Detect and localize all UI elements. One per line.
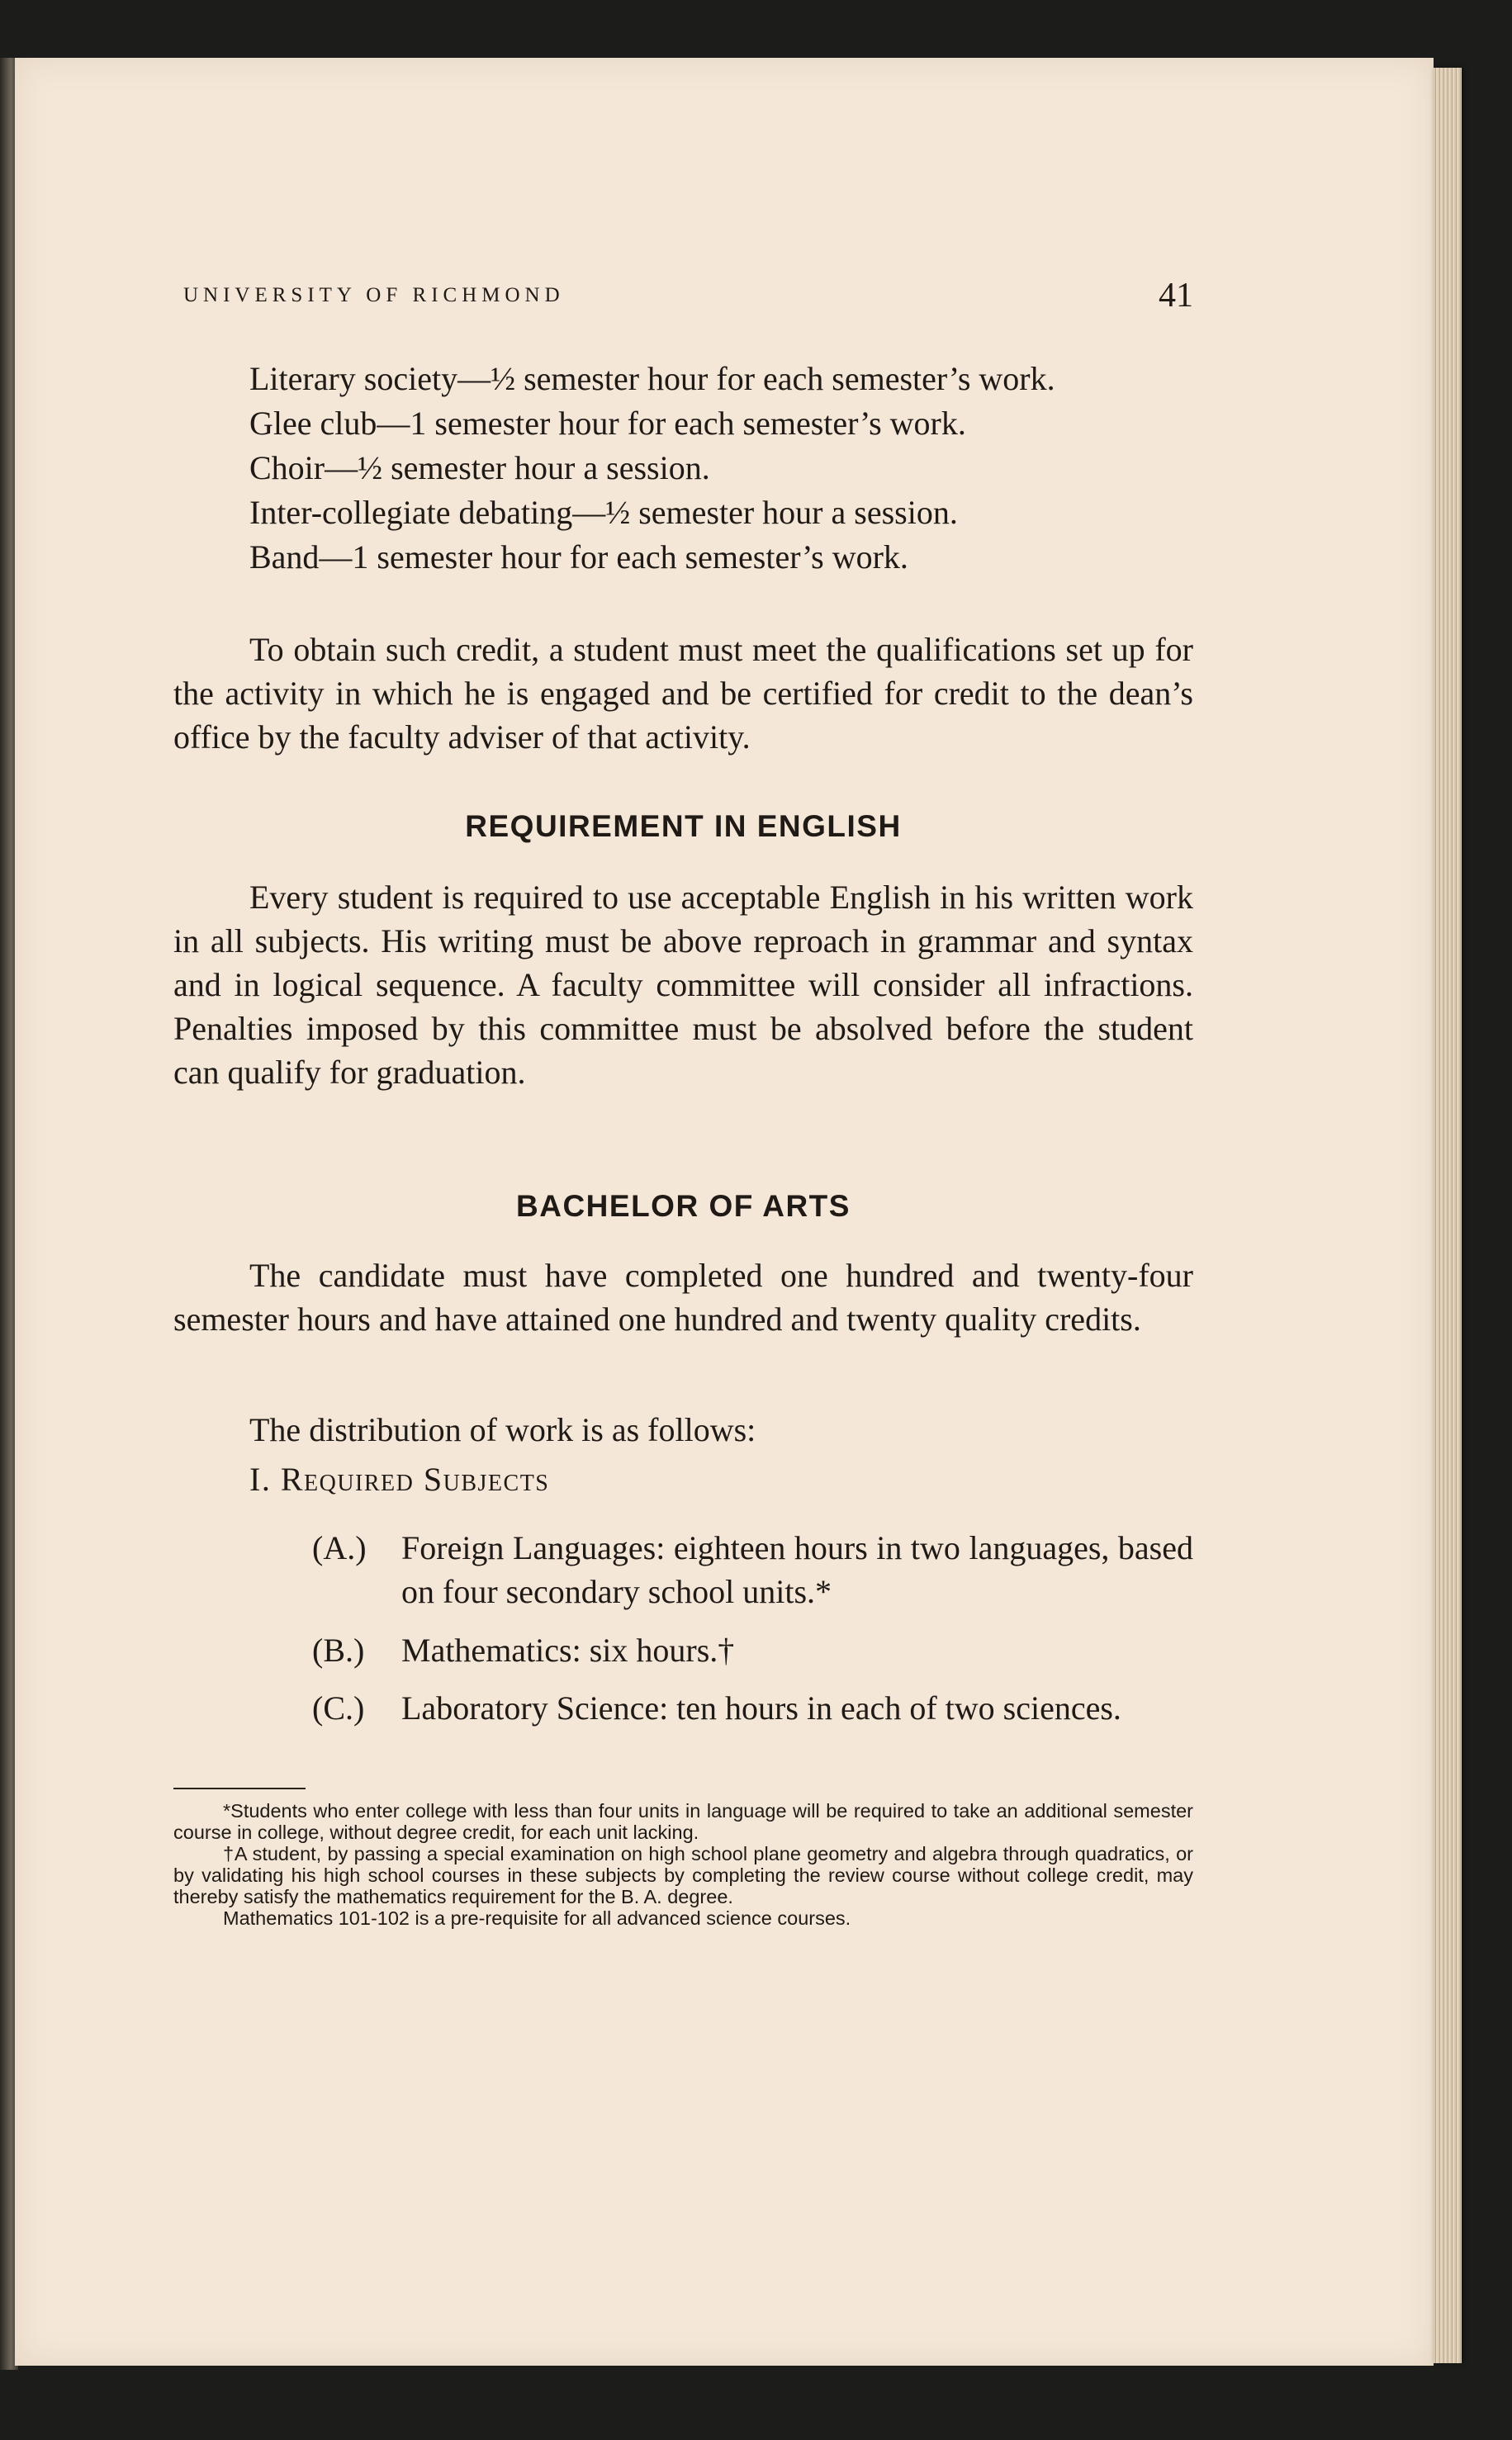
- item-text: Laboratory Science: ten hours in each of two sciences.: [401, 1689, 1121, 1727]
- english-paragraph: Every student is required to use acceptable English in his written work in all subjects. His writing must be above reproach in grammar and syntax and in logical sequence. A faculty committee will consider all infractions. Penalties imposed by this committee must be absolved before the student can qualify for graduation.: [173, 879, 1193, 1091]
- item-text: Mathematics: six hours.†: [401, 1632, 735, 1669]
- item-label: (C.): [312, 1689, 365, 1727]
- required-subjects-heading: I. Required Subjects: [249, 1461, 550, 1498]
- footnote-language-units: *Students who enter college with less than four units in language will be required to take an additional semester course in college, without degree credit, for each unit lacking.: [173, 1800, 1193, 1843]
- distribution-intro: The distribution of work is as follows:: [249, 1411, 756, 1448]
- bachelor-heading: BACHELOR OF ARTS: [516, 1189, 851, 1223]
- bachelor-paragraph: The candidate must have completed one hundred and twenty-four semester hours and have attained one hundred and twenty quality credits.: [173, 1257, 1193, 1338]
- english-heading: REQUIREMENT IN ENGLISH: [465, 809, 902, 843]
- credit-line-debating: Inter-collegiate debating—½ semester hour a session.: [249, 494, 958, 531]
- credit-paragraph: To obtain such credit, a student must meet the qualifications set up for the activity in which he is engaged and be certified for credit to the dean’s office by the faculty adviser of that activity.: [173, 631, 1193, 756]
- credit-line-choir: Choir—½ semester hour a session.: [249, 449, 710, 486]
- page-header: [173, 264, 1193, 330]
- required-item-c: [312, 1686, 1193, 1730]
- page-number: 41: [1159, 277, 1193, 315]
- item-label: (A.): [312, 1529, 367, 1566]
- footnote-math-prerequisite: Mathematics 101-102 is a pre-requisite for all advanced science courses.: [223, 1907, 851, 1929]
- footnote-rule: [173, 1788, 306, 1789]
- required-item-a: [312, 1526, 1193, 1613]
- credit-line-literary-society: Literary society—½ semester hour for each semester’s work.: [249, 360, 1055, 397]
- footnote-mathematics-exam: †A student, by passing a special examination on high school plane geometry and algebra through quadratics, or by validating his high school courses in these subjects by completing the review course without college credit, may thereby satisfy the mathematics requirement for the B. A. degree.: [173, 1843, 1193, 1907]
- credit-line-glee-club: Glee club—1 semester hour for each semester’s work.: [249, 405, 966, 442]
- required-item-b: [312, 1628, 1193, 1672]
- credit-line-band: Band—1 semester hour for each semester’s work.: [249, 538, 908, 576]
- page-edges: [1434, 68, 1462, 2363]
- footnotes: [173, 1800, 1193, 1929]
- running-head: UNIVERSITY OF RICHMOND: [183, 284, 565, 306]
- item-label: (B.): [312, 1632, 365, 1669]
- item-text: Foreign Languages: eighteen hours in two languages, based on four secondary school units.*: [401, 1529, 1193, 1610]
